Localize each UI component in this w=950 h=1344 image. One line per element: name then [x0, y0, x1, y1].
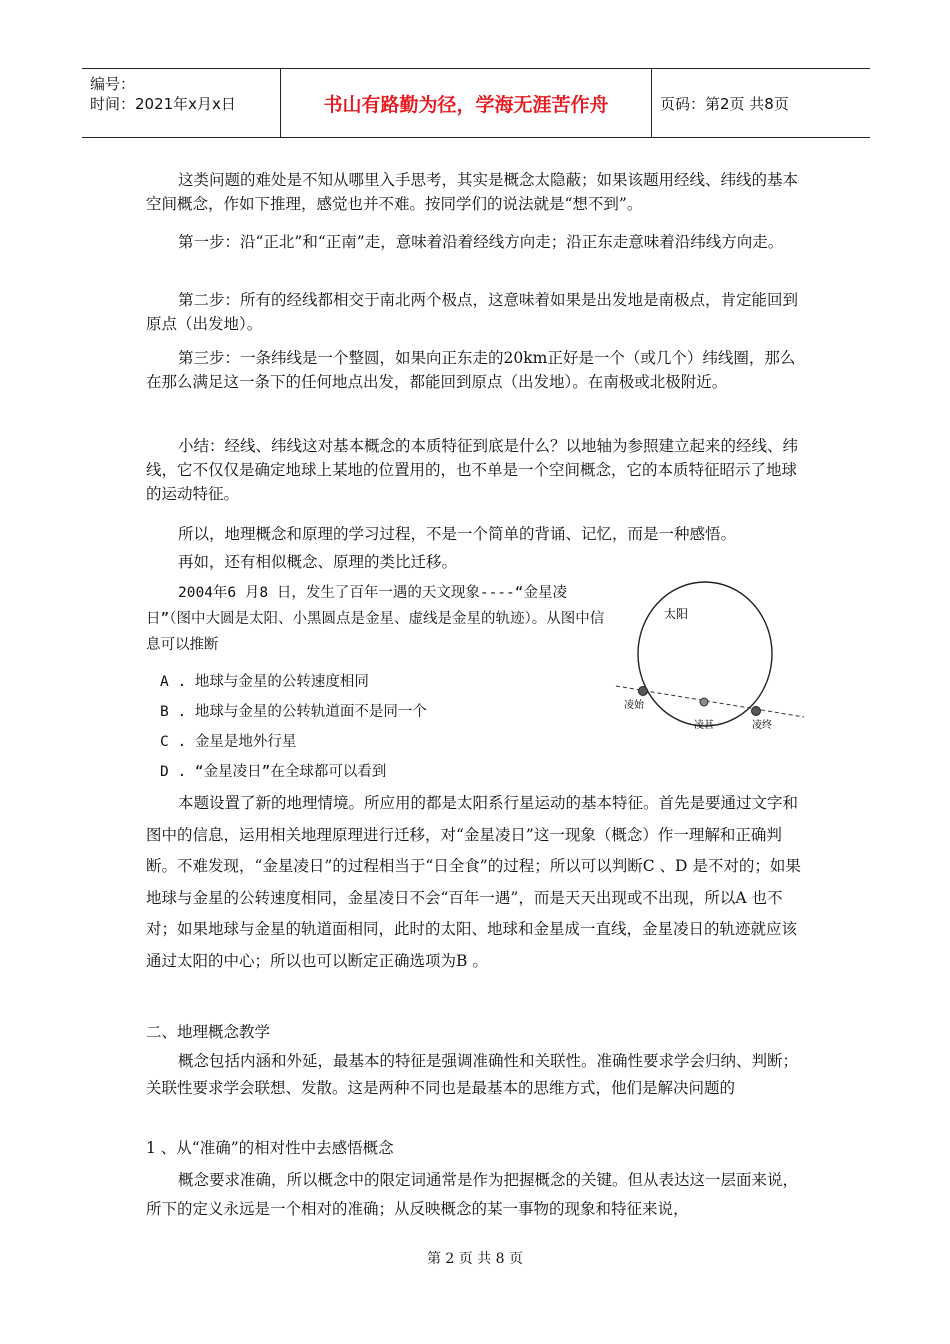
paragraph-analogy: 再如，还有相似概念、原理的类比迁移。	[178, 553, 458, 571]
paragraph-step1: 第一步：沿“正北”和“正南”走，意味着沿着经线方向走；沿正东走意味着沿纬线方向走。	[178, 233, 784, 251]
mid-label: 凌甚	[694, 720, 714, 731]
paragraph-step3: 第三步：一条纬线是一个整圆，如果向正东走的20km正好是一个（或几个）纬线圈，那么在那么满足这一条下的任何地点出发，都能回到原点（出发地）。在南极或北极附近。	[146, 349, 796, 391]
section-intro: 概念包括内涵和外延，最基本的特征是强调准确性和关联性。准确性要求学会归纳、判断；关联性要求学会联想、发散。这是两种不同也是最基本的思维方式，他们是解决问题的	[146, 1052, 799, 1097]
paragraph-1: 这类问题的难处是不知从哪里入手思考，其实是概念太隐蔽；如果该题用经线、纬线的基本空间概念，作如下推理，感觉也并不难。按同学们的说法就是“想不到”。	[146, 171, 799, 213]
option-b: B . 地球与金星的公转轨道面不是同一个	[160, 704, 427, 720]
option-d: D . “金星凌日”在全球都可以看到	[160, 764, 387, 780]
page-header	[82, 68, 870, 138]
page-label: 页码：第2页 共8页	[660, 94, 789, 113]
option-a: A . 地球与金星的公转速度相同	[160, 674, 369, 690]
subsection-text: 概念要求准确，所以概念中的限定词通常是作为把握概念的关键。但从表达这一层面来说，所下的定义永远是一个相对的准确；从反映概念的某一事物的现象和特征来说，	[146, 1171, 799, 1218]
number-label: 编号：	[90, 75, 136, 93]
venus-start-dot	[639, 687, 648, 696]
page-footer: 第 2 页 共 8 页	[426, 1251, 524, 1267]
motto: 书山有路勤为径，学海无涯苦作舟	[280, 69, 652, 137]
section-heading: 二、地理概念教学	[146, 1023, 271, 1041]
paragraph-step2: 第二步：所有的经线都相交于南北两个极点，这意味着如果是出发地是南极点，肯定能回到原点（出发地）。	[146, 291, 799, 333]
time-label: 时间：2021年x月x日	[90, 95, 236, 113]
end-label: 凌终	[752, 720, 772, 731]
header-meta	[82, 69, 280, 137]
sun-label: 太阳	[664, 607, 689, 621]
subsection-heading: 1 、从“准确”的相对性中去感悟概念	[146, 1139, 394, 1157]
paragraph-conclusion: 所以，地理概念和原理的学习过程，不是一个简单的背诵、记忆，而是一种感悟。	[178, 525, 737, 543]
venus-end-dot	[752, 707, 761, 716]
paragraph-summary: 小结：经线、纬线这对基本概念的本质特征到底是什么？以地轴为参照建立起来的经线、纬线，它不仅仅是确定地球上某地的位置用的，也不单是一个空间概念，它的本质特征昭示了地球的运动特征。	[146, 437, 799, 503]
start-label: 凌始	[624, 700, 644, 711]
venus-transit-figure	[608, 578, 813, 748]
analysis-paragraph: 本题设置了新的地理情境。所应用的都是太阳系行星运动的基本特征。首先是要通过文字和图中的信息，运用相关地理原理进行迁移，对“金星凌日”这一现象（概念）作一理解和正确判断。不难发现，“金星凌日”的过程相当于“日全食”的过程；所以可以判断C 、D 是不对的；如果地球与金星的公转速度相同，金星凌日不会“百年一遇”，而是天天出现或不出现，所以A 也不对；如果地球与金星的轨道面相同，此时的太阳、地球和金星成一直线，金星凌日的轨迹就应该通过太阳的中心；所以也可以断定正确选项为B 。	[146, 794, 801, 970]
question-stem: 2004年6 月8 日，发生了百年一遇的天文现象----“金星凌日”（图中大圆是太阳、小黑圆点是金星、虚线是金星的轨迹）。从图中信息可以推断	[146, 585, 605, 653]
option-c: C . 金星是地外行星	[160, 734, 297, 750]
venus-mid-dot	[700, 698, 708, 706]
